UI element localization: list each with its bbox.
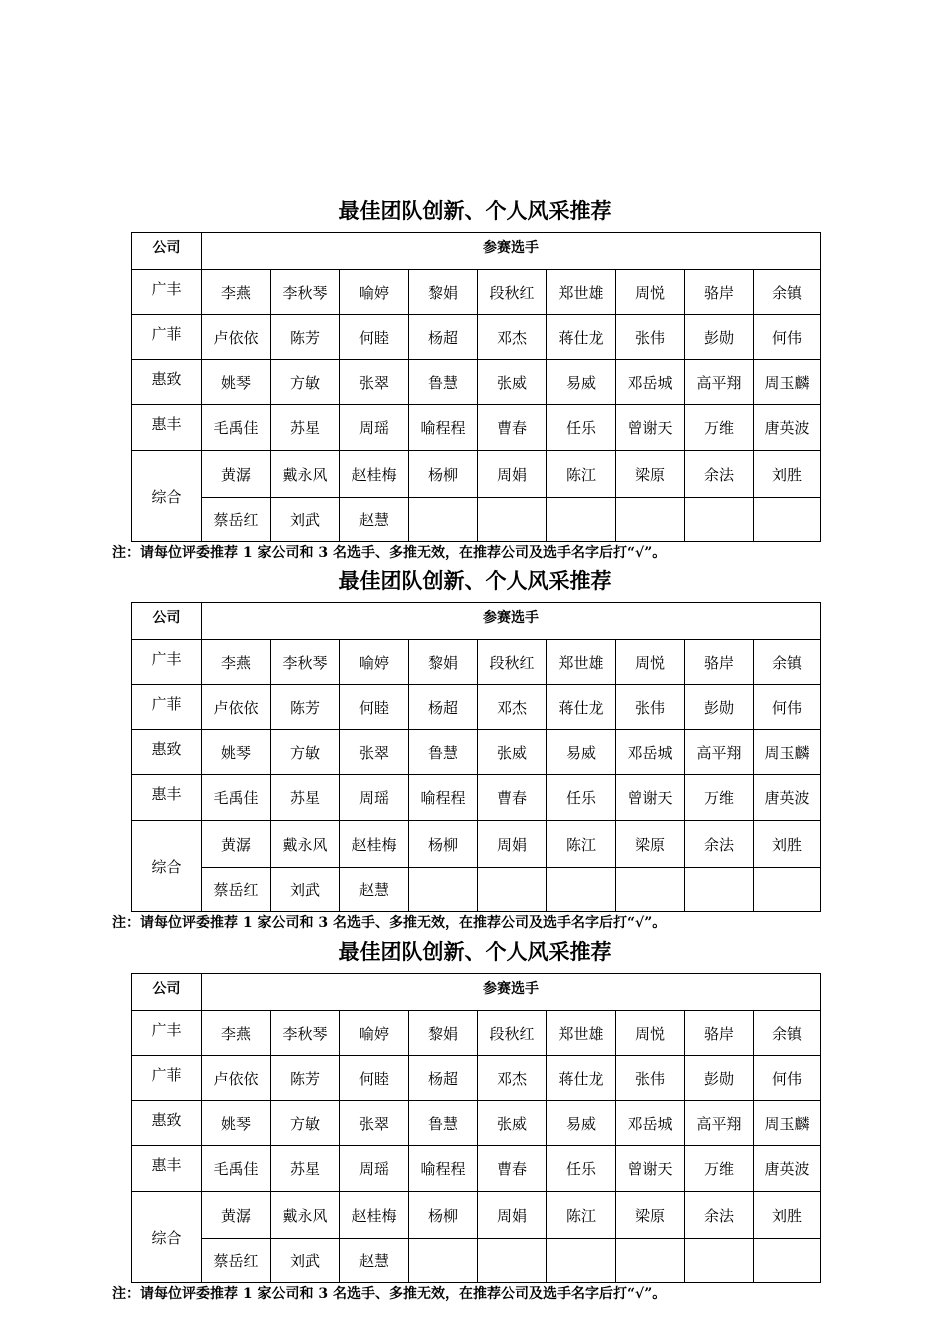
player-cell[interactable]: 邓岳城 [616, 730, 685, 775]
player-cell[interactable]: 蒋仕龙 [547, 315, 616, 360]
player-cell[interactable]: 何睦 [340, 315, 409, 360]
player-cell[interactable]: 段秋红 [478, 1011, 547, 1056]
players-column-header: 参赛选手 [202, 233, 821, 270]
table-row [132, 405, 821, 451]
player-cell[interactable]: 曾谢天 [616, 1146, 685, 1192]
player-cell[interactable]: 李燕 [202, 270, 271, 315]
form-title: 最佳团队创新、个人风采推荐 [338, 199, 612, 223]
empty-cell [754, 1239, 821, 1283]
empty-cell [616, 1239, 685, 1283]
player-cell[interactable]: 郑世雄 [547, 640, 616, 685]
player-cell[interactable]: 何睦 [340, 1056, 409, 1101]
player-cell[interactable]: 方敏 [271, 360, 340, 405]
player-cell[interactable]: 陈芳 [271, 685, 340, 730]
empty-cell [478, 868, 547, 912]
empty-cell [547, 1239, 616, 1283]
player-cell[interactable]: 戴永风 [271, 1192, 340, 1239]
company-cell[interactable]: 惠致 [132, 360, 202, 405]
player-cell[interactable]: 邓杰 [478, 1056, 547, 1101]
empty-cell [478, 498, 547, 542]
players-column-header: 参赛选手 [202, 974, 821, 1011]
player-cell[interactable]: 李秋琴 [271, 1011, 340, 1056]
player-cell[interactable]: 曹春 [478, 775, 547, 821]
player-cell[interactable]: 周娟 [478, 821, 547, 868]
player-cell[interactable]: 毛禹佳 [202, 405, 271, 451]
player-cell[interactable]: 杨柳 [409, 821, 478, 868]
player-cell[interactable]: 周瑶 [340, 405, 409, 451]
player-cell[interactable]: 蔡岳红 [202, 1239, 271, 1283]
player-cell[interactable]: 郑世雄 [547, 1011, 616, 1056]
player-cell[interactable]: 陈芳 [271, 1056, 340, 1101]
company-cell[interactable]: 惠丰 [132, 1146, 202, 1192]
player-cell[interactable]: 姚琴 [202, 1101, 271, 1146]
player-cell[interactable]: 何睦 [340, 685, 409, 730]
player-cell[interactable]: 李燕 [202, 640, 271, 685]
player-cell[interactable]: 喻程程 [409, 1146, 478, 1192]
player-cell[interactable]: 赵慧 [340, 868, 409, 912]
player-cell[interactable]: 周悦 [616, 640, 685, 685]
player-cell[interactable]: 卢依依 [202, 315, 271, 360]
form-title: 最佳团队创新、个人风采推荐 [338, 940, 612, 964]
table-row [132, 640, 821, 685]
player-cell[interactable]: 张翠 [340, 360, 409, 405]
player-cell[interactable]: 邓岳城 [616, 1101, 685, 1146]
player-cell[interactable]: 周悦 [616, 270, 685, 315]
player-cell[interactable]: 陈江 [547, 1192, 616, 1239]
company-cell[interactable]: 惠致 [132, 730, 202, 775]
table-row [132, 1239, 821, 1283]
player-cell[interactable]: 卢依依 [202, 1056, 271, 1101]
player-cell[interactable]: 万维 [685, 1146, 754, 1192]
empty-cell [547, 868, 616, 912]
player-cell[interactable]: 唐英波 [754, 775, 821, 821]
player-cell[interactable]: 鲁慧 [409, 360, 478, 405]
player-cell[interactable]: 梁原 [616, 1192, 685, 1239]
company-cell[interactable]: 广丰 [132, 1011, 202, 1056]
table-row [132, 1011, 821, 1056]
player-cell[interactable]: 张威 [478, 360, 547, 405]
player-cell[interactable]: 何伟 [754, 1056, 821, 1101]
player-cell[interactable]: 卢依依 [202, 685, 271, 730]
empty-cell [409, 868, 478, 912]
player-cell[interactable]: 姚琴 [202, 730, 271, 775]
player-cell[interactable]: 骆岸 [685, 1011, 754, 1056]
player-cell[interactable]: 赵桂梅 [340, 1192, 409, 1239]
player-cell[interactable]: 余镇 [754, 270, 821, 315]
player-cell[interactable]: 陈芳 [271, 315, 340, 360]
player-cell[interactable]: 彭勋 [685, 315, 754, 360]
player-cell[interactable]: 余法 [685, 1192, 754, 1239]
player-cell[interactable]: 戴永风 [271, 821, 340, 868]
empty-cell [616, 868, 685, 912]
player-cell[interactable]: 李秋琴 [271, 640, 340, 685]
table-header-row [132, 974, 821, 1011]
player-cell[interactable]: 周娟 [478, 451, 547, 498]
company-cell[interactable]: 广菲 [132, 315, 202, 360]
player-cell[interactable]: 杨柳 [409, 451, 478, 498]
empty-cell [685, 1239, 754, 1283]
player-cell[interactable]: 周瑶 [340, 775, 409, 821]
player-cell[interactable]: 黎娟 [409, 640, 478, 685]
player-cell[interactable]: 余镇 [754, 1011, 821, 1056]
table-row [132, 1146, 821, 1192]
player-cell[interactable]: 邓岳城 [616, 360, 685, 405]
company-column-header: 公司 [132, 233, 202, 270]
player-cell[interactable]: 何伟 [754, 685, 821, 730]
empty-cell [685, 868, 754, 912]
recommendation-table [131, 602, 821, 912]
recommendation-table [131, 232, 821, 542]
player-cell[interactable]: 黄潺 [202, 821, 271, 868]
player-cell[interactable]: 喻程程 [409, 405, 478, 451]
empty-cell [409, 498, 478, 542]
company-cell[interactable]: 广菲 [132, 685, 202, 730]
player-cell[interactable]: 蔡岳红 [202, 868, 271, 912]
empty-cell [685, 498, 754, 542]
players-column-header: 参赛选手 [202, 603, 821, 640]
player-cell[interactable]: 蒋仕龙 [547, 1056, 616, 1101]
player-cell[interactable]: 喻婷 [340, 640, 409, 685]
player-cell[interactable]: 周玉麟 [754, 730, 821, 775]
table-row [132, 451, 821, 498]
table-row [132, 498, 821, 542]
player-cell[interactable]: 方敏 [271, 730, 340, 775]
player-cell[interactable]: 刘胜 [754, 451, 821, 498]
company-cell[interactable]: 综合 [132, 451, 202, 542]
player-cell[interactable]: 张翠 [340, 730, 409, 775]
empty-cell [478, 1239, 547, 1283]
player-cell[interactable]: 黄潺 [202, 1192, 271, 1239]
player-cell[interactable]: 郑世雄 [547, 270, 616, 315]
player-cell[interactable]: 张威 [478, 730, 547, 775]
player-cell[interactable]: 张伟 [616, 315, 685, 360]
player-cell[interactable]: 李秋琴 [271, 270, 340, 315]
player-cell[interactable]: 戴永风 [271, 451, 340, 498]
player-cell[interactable]: 陈江 [547, 821, 616, 868]
player-cell[interactable]: 刘武 [271, 498, 340, 542]
player-cell[interactable]: 万维 [685, 405, 754, 451]
player-cell[interactable]: 高平翔 [685, 1101, 754, 1146]
player-cell[interactable]: 杨超 [409, 1056, 478, 1101]
table-row [132, 868, 821, 912]
empty-cell [547, 498, 616, 542]
player-cell[interactable]: 易威 [547, 1101, 616, 1146]
player-cell[interactable]: 张威 [478, 1101, 547, 1146]
player-cell[interactable]: 喻婷 [340, 1011, 409, 1056]
player-cell[interactable]: 曹春 [478, 405, 547, 451]
player-cell[interactable]: 鲁慧 [409, 730, 478, 775]
player-cell[interactable]: 苏星 [271, 405, 340, 451]
player-cell[interactable]: 蔡岳红 [202, 498, 271, 542]
player-cell[interactable]: 梁原 [616, 451, 685, 498]
company-cell[interactable]: 广丰 [132, 640, 202, 685]
player-cell[interactable]: 张翠 [340, 1101, 409, 1146]
player-cell[interactable]: 杨超 [409, 685, 478, 730]
form-block-1 [0, 198, 950, 568]
table-header-row [132, 603, 821, 640]
player-cell[interactable]: 段秋红 [478, 270, 547, 315]
player-cell[interactable]: 蒋仕龙 [547, 685, 616, 730]
empty-cell [754, 868, 821, 912]
player-cell[interactable]: 任乐 [547, 1146, 616, 1192]
company-column-header: 公司 [132, 974, 202, 1011]
player-cell[interactable]: 余镇 [754, 640, 821, 685]
player-cell[interactable]: 苏星 [271, 1146, 340, 1192]
player-cell[interactable]: 万维 [685, 775, 754, 821]
player-cell[interactable]: 骆岸 [685, 270, 754, 315]
company-cell[interactable]: 广丰 [132, 270, 202, 315]
table-row [132, 1056, 821, 1101]
player-cell[interactable]: 赵慧 [340, 1239, 409, 1283]
player-cell[interactable]: 唐英波 [754, 405, 821, 451]
player-cell[interactable]: 刘胜 [754, 821, 821, 868]
table-row [132, 775, 821, 821]
player-cell[interactable]: 方敏 [271, 1101, 340, 1146]
player-cell[interactable]: 张伟 [616, 685, 685, 730]
player-cell[interactable]: 刘胜 [754, 1192, 821, 1239]
player-cell[interactable]: 高平翔 [685, 730, 754, 775]
player-cell[interactable]: 邓杰 [478, 315, 547, 360]
player-cell[interactable]: 周瑶 [340, 1146, 409, 1192]
player-cell[interactable]: 易威 [547, 730, 616, 775]
player-cell[interactable]: 毛禹佳 [202, 775, 271, 821]
player-cell[interactable]: 周娟 [478, 1192, 547, 1239]
table-row [132, 1101, 821, 1146]
instruction-note: 注：请每位评委推荐 1 家公司和 3 名选手、多推无效，在推荐公司及选手名字后打“√”。 [112, 1286, 667, 1302]
table-row [132, 1192, 821, 1239]
player-cell[interactable]: 何伟 [754, 315, 821, 360]
player-cell[interactable]: 周玉麟 [754, 1101, 821, 1146]
player-cell[interactable]: 彭勋 [685, 1056, 754, 1101]
company-cell[interactable]: 广菲 [132, 1056, 202, 1101]
player-cell[interactable]: 曹春 [478, 1146, 547, 1192]
player-cell[interactable]: 曾谢天 [616, 405, 685, 451]
player-cell[interactable]: 喻程程 [409, 775, 478, 821]
player-cell[interactable]: 段秋红 [478, 640, 547, 685]
player-cell[interactable]: 鲁慧 [409, 1101, 478, 1146]
table-row [132, 270, 821, 315]
player-cell[interactable]: 杨超 [409, 315, 478, 360]
empty-cell [409, 1239, 478, 1283]
table-header-row [132, 233, 821, 270]
player-cell[interactable]: 赵桂梅 [340, 451, 409, 498]
empty-cell [616, 498, 685, 542]
form-title: 最佳团队创新、个人风采推荐 [338, 569, 612, 593]
player-cell[interactable]: 余法 [685, 451, 754, 498]
player-cell[interactable]: 高平翔 [685, 360, 754, 405]
player-cell[interactable]: 任乐 [547, 775, 616, 821]
player-cell[interactable]: 杨柳 [409, 1192, 478, 1239]
player-cell[interactable]: 梁原 [616, 821, 685, 868]
player-cell[interactable]: 刘武 [271, 1239, 340, 1283]
player-cell[interactable]: 毛禹佳 [202, 1146, 271, 1192]
company-cell[interactable]: 惠丰 [132, 775, 202, 821]
company-cell[interactable]: 综合 [132, 821, 202, 912]
company-cell[interactable]: 惠丰 [132, 405, 202, 451]
player-cell[interactable]: 姚琴 [202, 360, 271, 405]
player-cell[interactable]: 黄潺 [202, 451, 271, 498]
table-row [132, 685, 821, 730]
table-row [132, 315, 821, 360]
recommendation-table [131, 973, 821, 1283]
player-cell[interactable]: 曾谢天 [616, 775, 685, 821]
player-cell[interactable]: 骆岸 [685, 640, 754, 685]
player-cell[interactable]: 李燕 [202, 1011, 271, 1056]
empty-cell [754, 498, 821, 542]
player-cell[interactable]: 赵慧 [340, 498, 409, 542]
player-cell[interactable]: 苏星 [271, 775, 340, 821]
player-cell[interactable]: 易威 [547, 360, 616, 405]
player-cell[interactable]: 刘武 [271, 868, 340, 912]
player-cell[interactable]: 邓杰 [478, 685, 547, 730]
company-column-header: 公司 [132, 603, 202, 640]
player-cell[interactable]: 黎娟 [409, 1011, 478, 1056]
player-cell[interactable]: 陈江 [547, 451, 616, 498]
player-cell[interactable]: 张伟 [616, 1056, 685, 1101]
player-cell[interactable]: 彭勋 [685, 685, 754, 730]
player-cell[interactable]: 任乐 [547, 405, 616, 451]
table-row [132, 360, 821, 405]
player-cell[interactable]: 周玉麟 [754, 360, 821, 405]
player-cell[interactable]: 黎娟 [409, 270, 478, 315]
player-cell[interactable]: 余法 [685, 821, 754, 868]
player-cell[interactable]: 唐英波 [754, 1146, 821, 1192]
player-cell[interactable]: 周悦 [616, 1011, 685, 1056]
instruction-note: 注：请每位评委推荐 1 家公司和 3 名选手、多推无效，在推荐公司及选手名字后打“√”。 [112, 545, 667, 561]
table-row [132, 730, 821, 775]
company-cell[interactable]: 综合 [132, 1192, 202, 1283]
form-block-2 [0, 568, 950, 938]
player-cell[interactable]: 喻婷 [340, 270, 409, 315]
table-row [132, 821, 821, 868]
player-cell[interactable]: 赵桂梅 [340, 821, 409, 868]
company-cell[interactable]: 惠致 [132, 1101, 202, 1146]
form-block-3 [0, 939, 950, 1309]
instruction-note: 注：请每位评委推荐 1 家公司和 3 名选手、多推无效，在推荐公司及选手名字后打“√”。 [112, 915, 667, 931]
